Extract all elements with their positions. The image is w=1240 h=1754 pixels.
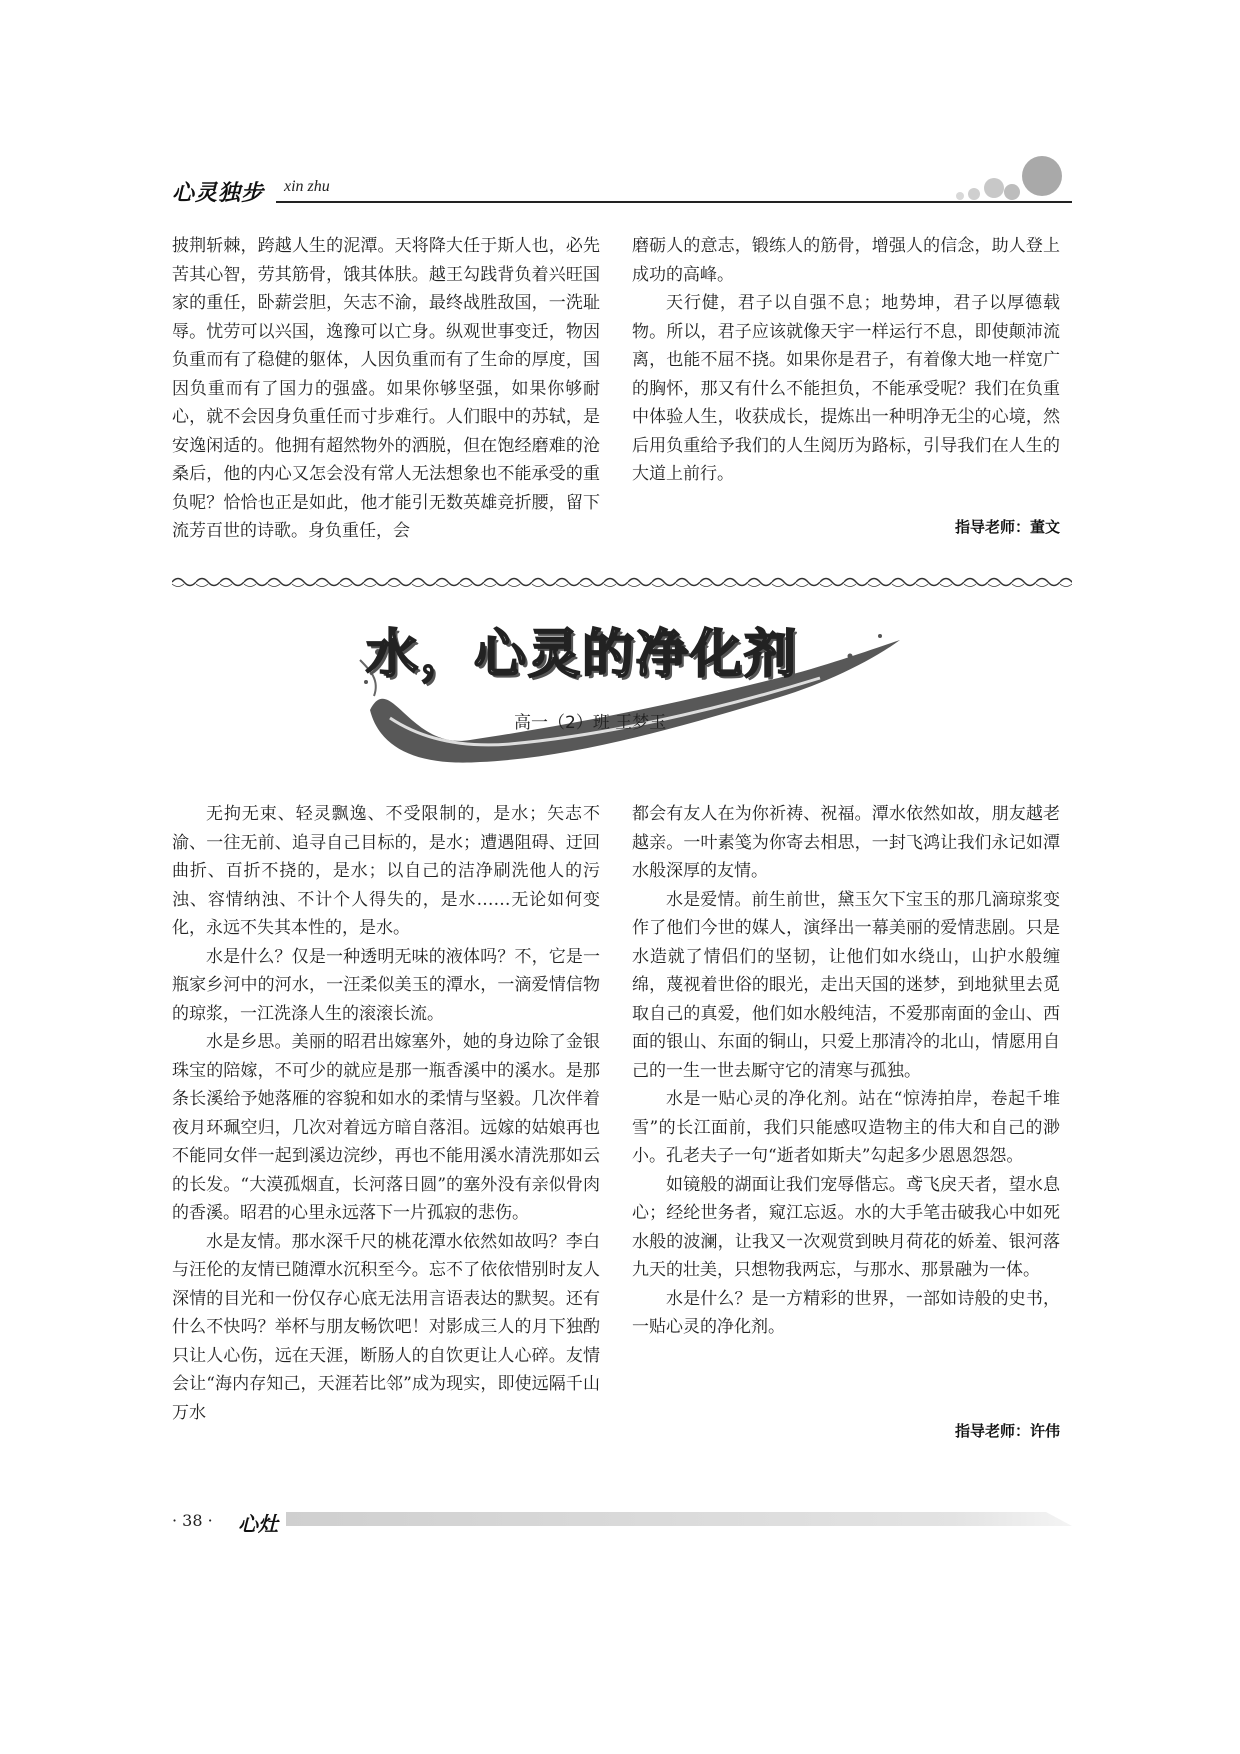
magazine-logo: 心灶: [238, 1512, 278, 1536]
page-header: [172, 150, 1072, 206]
article-title: 水，心灵的净化剂: [366, 625, 799, 685]
article-left-column: [172, 800, 600, 1427]
article-paragraph: 水是乡思。美丽的昭君出嫁塞外，她的身边除了金银珠宝的陪嫁，不可少的就应是那一瓶香溪中的溪水。是那条长溪给予她落雁的容貌和如水的柔情与坚毅。几次伴着夜月环珮空归，几次对着远方暗自落泪。远嫁的姑娘再也不能同女伴一起到溪边浣纱，再也不能用溪水清洗那如云的长发。“大漠孤烟直，长河落日圆”的塞外没有亲似骨肉的香溪。昭君的心里永远落下一片孤寂的悲伤。: [172, 1032, 600, 1223]
section-pinyin: xin zhu: [284, 178, 330, 195]
wavy-divider: [172, 575, 1072, 589]
article-paragraph: 水是爱情。前生前世，黛玉欠下宝玉的那几滴琼浆变作了他们今世的媒人，演绎出一幕美丽的爱情悲剧。只是水造就了情侣们的坚韧，让他们如水绕山，山护水般缠绵，蔑视着世俗的眼光，走出天国的迷梦，到地狱里去觅取自己的真爱，他们如水般纯洁，不爱那南面的金山、西面的银山、东面的铜山，只爱上那清冷的北山，情愿用自己的一生一世去厮守它的清寒与孤独。: [632, 889, 1060, 1081]
article-paragraph: 水是一贴心灵的净化剂。站在“惊涛拍岸，卷起千堆雪”的长江面前，我们只能感叹造物主的伟大和自己的渺小。孔老夫子一句“逝者如斯夫”勾起多少恩恩怨怨。: [632, 1089, 1060, 1166]
prev-article-left-column: [172, 232, 600, 546]
article-paragraph: 水是友情。那水深千尺的桃花潭水依然如故吗？李白与汪伦的友情已随潭水沉积至今。忘不了依依惜别时友人深情的目光和一份仅存心底无法用言语表达的默契。还有什么不快吗？举杯与朋友畅饮吧！对影成三人的月下独酌只让人心伤，远在天涯，断肠人的自饮更让人心碎。友情会让“海内存知己，天涯若比邻”成为现实，即使远隔千山万水: [172, 1231, 600, 1423]
article-right-column: [632, 800, 1060, 1342]
footer-bar: [286, 1512, 1072, 1526]
article-teacher: 指导老师：许伟: [954, 1422, 1060, 1440]
article-paragraph: 都会有友人在为你祈祷、祝福。潭水依然如故，朋友越老越亲。一叶素笺为你寄去相思，一封飞鸿让我们永记如潭水般深厚的友情。: [632, 804, 1060, 881]
article-paragraph: 水是什么？是一方精彩的世界，一部如诗般的史书，一贴心灵的净化剂。: [632, 1288, 1060, 1337]
prev-article-paragraph: 披荆斩棘，跨越人生的泥潭。天将降大任于斯人也，必先苦其心智，劳其筋骨，饿其体肤。越王勾践背负着兴旺国家的重任，卧薪尝胆，矢志不渝，最终战胜敌国，一洗耻辱。忧劳可以兴国，逸豫可以亡身。纵观世事变迁，物因负重而有了稳健的躯体，人因负重而有了生命的厚度，国因负重而有了国力的强盛。如果你够坚强，如果你够耐心，就不会因身负重任而寸步难行。人们眼中的苏轼，是安逸闲适的。他拥有超然物外的洒脱，但在饱经磨难的沧桑后，他的内心又怎会没有常人无法想象也不能承受的重负呢？恰恰也正是如此，他才能引无数英雄竞折腰，留下流芳百世的诗歌。身负重任，会: [172, 236, 600, 541]
page-footer: [172, 1508, 1072, 1538]
decorative-dots-icon: [952, 150, 1072, 202]
article-paragraph: 水是什么？仅是一种透明无味的液体吗？不，它是一瓶家乡河中的河水，一汪柔似美玉的潭水，一滴爱情信物的琼浆，一江洗涤人生的滚滚长流。: [172, 946, 600, 1024]
prev-article-paragraph: 磨砺人的意志，锻练人的筋骨，增强人的信念，助人登上成功的高峰。: [632, 236, 1060, 285]
article-paragraph: 无拘无束、轻灵飘逸、不受限制的，是水；矢志不渝、一往无前、追寻自己目标的，是水；遭遇阻碍、迂回曲折、百折不挠的，是水；以自己的洁净刷洗他人的污浊、容情纳浊、不计个人得失的，是水……无论如何变化，永远不失其本性的，是水。: [172, 804, 600, 938]
section-brand: 心灵独步: [172, 181, 265, 206]
article-author: 高一（2）班 王梦玉: [514, 713, 667, 733]
page-number: · 38 ·: [172, 1511, 213, 1530]
article-paragraph: 如镜般的湖面让我们宠辱偕忘。鸢飞戾天者，望水息心；经纶世务者，窥江忘返。水的大手笔击破我心中如死水般的波澜，让我又一次观赏到映月荷花的娇羞、银河落九天的壮美，只想物我两忘，与那水、那景融为一体。: [632, 1174, 1060, 1280]
prev-article-paragraph: 天行健，君子以自强不息；地势坤，君子以厚德载物。所以，君子应该就像天宇一样运行不息，即使颠沛流离，也能不屈不挠。如果你是君子，有着像大地一样宽广的胸怀，那又有什么不能担负，不能承受呢？我们在负重中体验人生，收获成长，提炼出一种明净无尘的心境，然后用负重给予我们的人生阅历为路标，引导我们在人生的大道上前行。: [632, 293, 1060, 484]
prev-article-teacher: 指导老师：董文: [954, 518, 1060, 536]
prev-article-right-column: [632, 232, 1060, 489]
